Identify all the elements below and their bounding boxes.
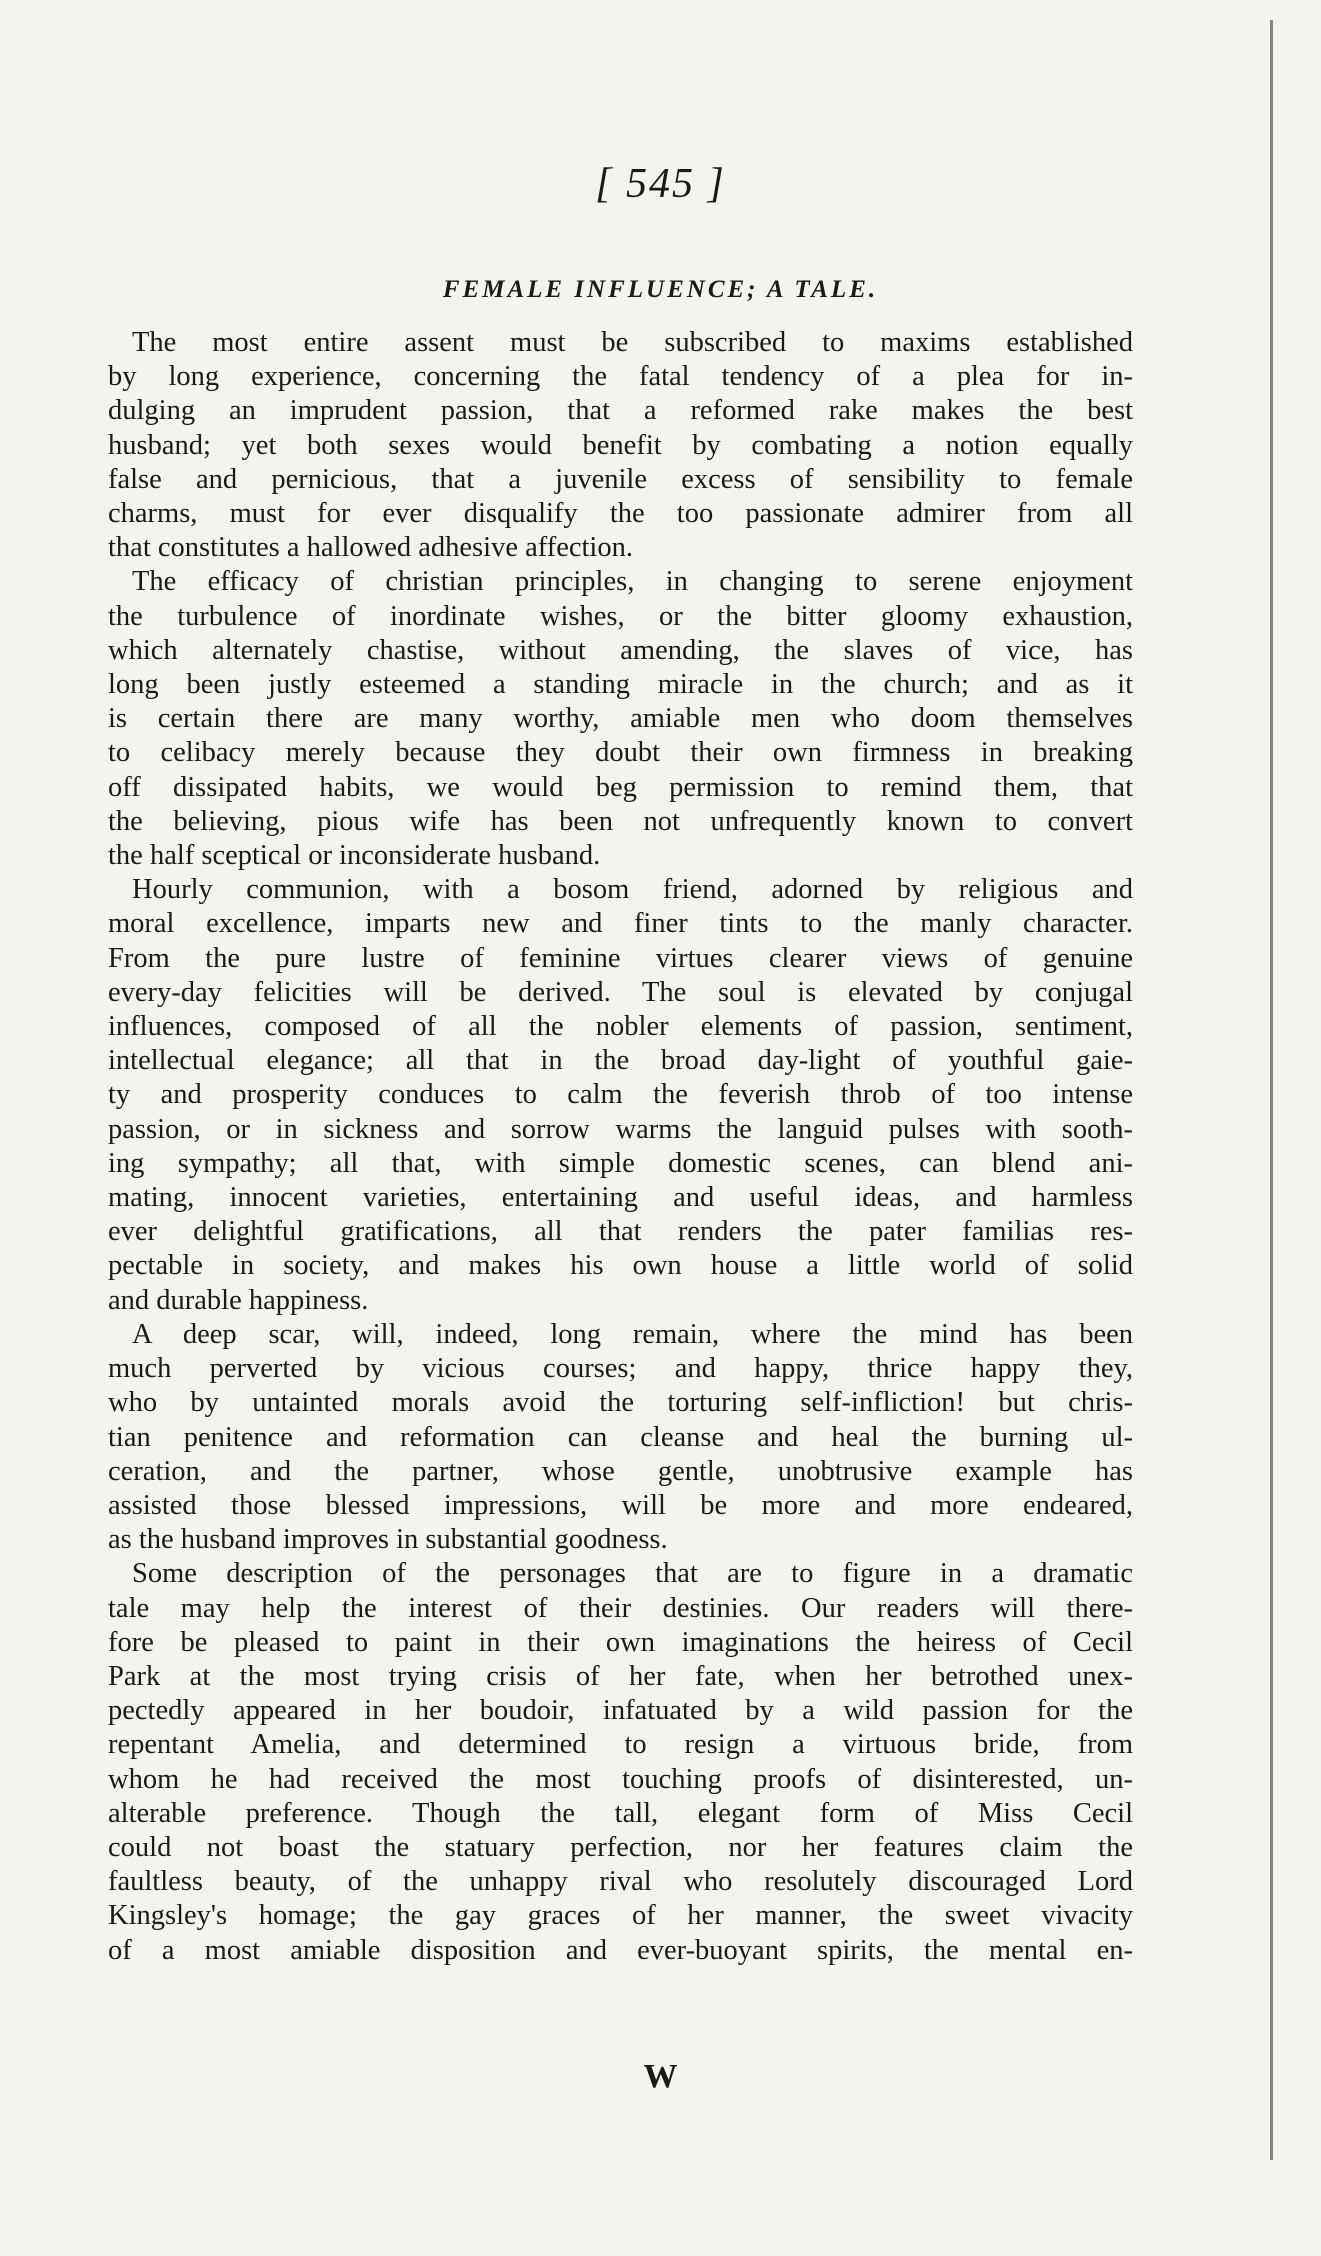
text-line: influences, composed of all the nobler elements of passion, sentiment,: [108, 1011, 1133, 1043]
text-line: repentant Amelia, and determined to resign a virtuous bride, from: [108, 1729, 1133, 1761]
text-line: long been justly esteemed a standing miracle in the church; and as it: [108, 669, 1133, 701]
text-line: of a most amiable disposition and ever-buoyant spirits, the mental en-: [108, 1934, 1133, 1966]
text-line: as the husband improves in substantial goodness.: [108, 1524, 668, 1556]
paragraph: [108, 873, 1133, 1318]
text-line: mating, innocent varieties, entertaining and useful ideas, and harmless: [108, 1182, 1133, 1214]
text-line: could not boast the statuary perfection, nor her features claim the: [108, 1831, 1133, 1863]
paragraph: [108, 1557, 1133, 1967]
text-line: charms, must for ever disqualify the too passionate admirer from all: [108, 498, 1133, 530]
text-line: faultless beauty, of the unhappy rival who resolutely discouraged Lord: [108, 1866, 1133, 1898]
text-line: The efficacy of christian principles, in changing to serene enjoyment: [132, 566, 1133, 598]
text-line: that constitutes a hallowed adhesive affection.: [108, 532, 633, 564]
text-line: every-day felicities will be derived. The soul is elevated by conjugal: [108, 976, 1133, 1008]
text-line: who by untainted morals avoid the torturing self-infliction! but chris-: [108, 1387, 1133, 1419]
text-line: pectedly appeared in her boudoir, infatuated by a wild passion for the: [108, 1695, 1133, 1727]
article-title: FEMALE INFLUENCE; A TALE.: [442, 276, 879, 303]
paragraph: [108, 565, 1133, 873]
text-line: assisted those blessed impressions, will be more and more endeared,: [108, 1489, 1133, 1521]
text-line: tian penitence and reformation can cleanse and heal the burning ul-: [108, 1421, 1133, 1453]
text-line: From the pure lustre of feminine virtues clearer views of genuine: [108, 942, 1133, 974]
article-body: [108, 326, 1133, 1968]
text-line: by long experience, concerning the fatal tendency of a plea for in-: [108, 361, 1133, 393]
text-line: false and pernicious, that a juvenile excess of sensibility to female: [108, 463, 1133, 495]
paragraph: [108, 326, 1133, 565]
text-line: the believing, pious wife has been not unfrequently known to convert: [108, 805, 1133, 837]
text-line: which alternately chastise, without amending, the slaves of vice, has: [108, 634, 1133, 666]
text-line: whom he had received the most touching proofs of disinterested, un-: [108, 1763, 1133, 1795]
text-line: ing sympathy; all that, with simple domestic scenes, can blend ani-: [108, 1147, 1133, 1179]
text-line: A deep scar, will, indeed, long remain, where the mind has been: [132, 1318, 1133, 1350]
text-line: to celibacy merely because they doubt their own firmness in breaking: [108, 737, 1133, 769]
text-line: much perverted by vicious courses; and happy, thrice happy they,: [108, 1353, 1133, 1385]
text-line: dulging an imprudent passion, that a reformed rake makes the best: [108, 395, 1133, 427]
text-line: husband; yet both sexes would benefit by combating a notion equally: [108, 429, 1133, 461]
text-line: ty and prosperity conduces to calm the feverish throb of too intense: [108, 1079, 1133, 1111]
text-line: tale may help the interest of their destinies. Our readers will there-: [108, 1592, 1133, 1624]
signature-mark: W: [643, 2058, 678, 2095]
text-line: Kingsley's homage; the gay graces of her manner, the sweet vivacity: [108, 1900, 1133, 1932]
page-edge-shadow: [1270, 20, 1273, 2160]
text-line: off dissipated habits, we would beg permission to remind them, that: [108, 771, 1133, 803]
text-line: is certain there are many worthy, amiable men who doom themselves: [108, 703, 1133, 735]
text-line: Hourly communion, with a bosom friend, adorned by religious and: [132, 874, 1133, 906]
text-line: the turbulence of inordinate wishes, or the bitter gloomy exhaustion,: [108, 600, 1133, 632]
text-line: the half sceptical or inconsiderate husband.: [108, 840, 601, 872]
text-line: alterable preference. Though the tall, elegant form of Miss Cecil: [108, 1797, 1133, 1829]
text-line: passion, or in sickness and sorrow warms the languid pulses with sooth-: [108, 1113, 1133, 1145]
text-line: ever delightful gratifications, all that renders the pater familias res-: [108, 1216, 1133, 1248]
page-number: [ 545 ]: [595, 161, 726, 207]
text-line: ceration, and the partner, whose gentle, unobtrusive example has: [108, 1455, 1133, 1487]
text-line: and durable happiness.: [108, 1284, 369, 1316]
text-line: Park at the most trying crisis of her fate, when her betrothed unex-: [108, 1660, 1133, 1692]
text-line: intellectual elegance; all that in the broad day-light of youthful gaie-: [108, 1045, 1133, 1077]
text-line: fore be pleased to paint in their own imaginations the heiress of Cecil: [108, 1626, 1133, 1658]
text-line: Some description of the personages that are to figure in a dramatic: [132, 1558, 1133, 1590]
text-line: pectable in society, and makes his own house a little world of solid: [108, 1250, 1133, 1282]
text-line: The most entire assent must be subscribed to maxims established: [132, 327, 1133, 358]
text-line: moral excellence, imparts new and finer tints to the manly character.: [108, 908, 1133, 940]
paragraph: [108, 1318, 1133, 1557]
